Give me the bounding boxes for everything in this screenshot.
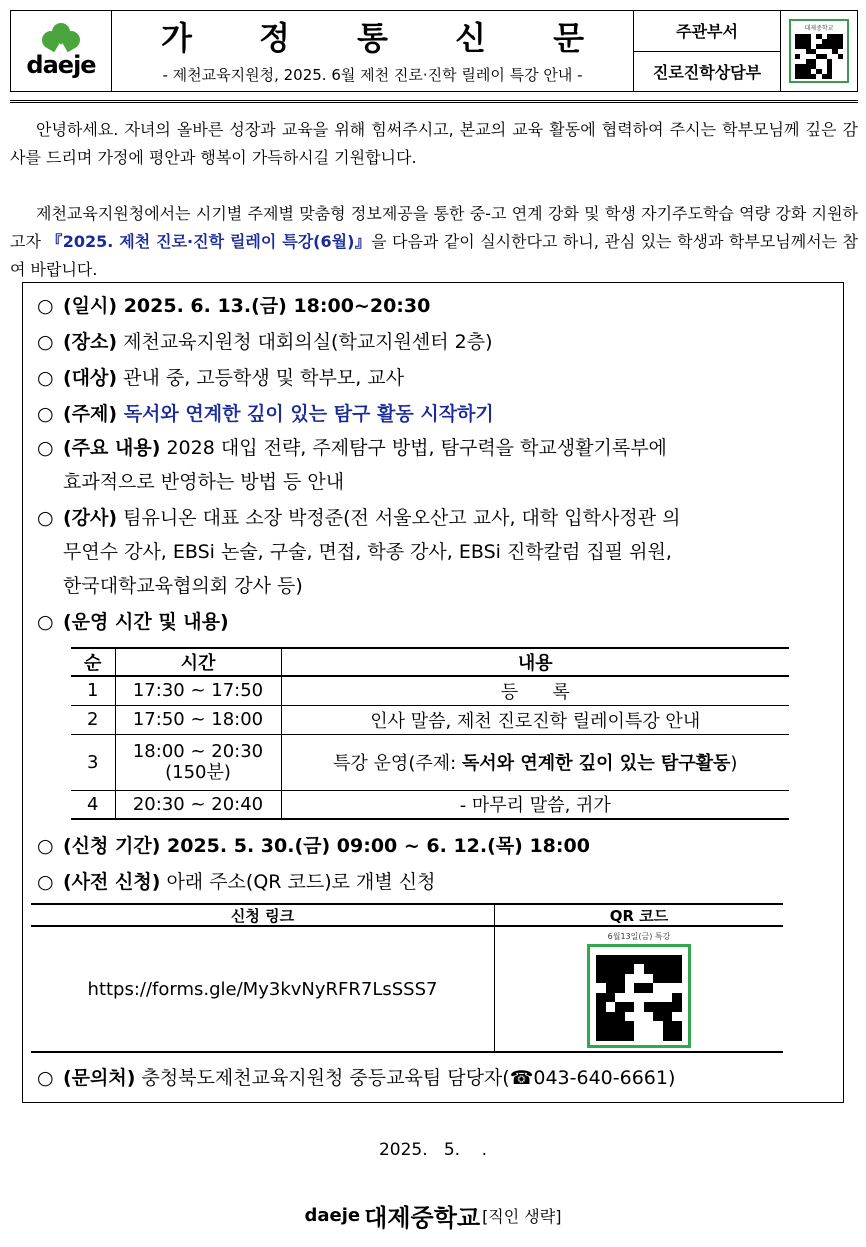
- intro-text-a: 제천교육지원청에서는 시기별 주제별 맞춤형 정보제공을 통한 중-고 연계 강화 및 학생 자기주도학습 역량 강화 지원하고자: [10, 204, 858, 251]
- bullet: ○: [37, 507, 54, 529]
- bullet: ○: [37, 331, 54, 353]
- row-no: 4: [71, 790, 115, 819]
- bullet: ○: [37, 611, 54, 633]
- date-label: (일시): [63, 295, 118, 317]
- row-no: 2: [71, 705, 115, 734]
- pre-value: 아래 주소(QR 코드)로 개별 신청: [160, 871, 436, 893]
- topic-value: 독서와 연계한 깊이 있는 탐구 활동 시작하기: [117, 403, 494, 425]
- intro-paragraph-2: [10, 200, 858, 284]
- bullet: ○: [37, 295, 54, 317]
- seal-note: [직인 생략]: [482, 1207, 562, 1226]
- link-header: 신청 링크: [31, 905, 495, 925]
- intro-paragraph-1: 안녕하세요. 자녀의 올바른 성장과 교육을 위해 힘써주시고, 본교의 교육 활동에 협력하여 주시는 학부모님께 깊은 감사를 드리며 가정에 평안과 행복이 가득하시길 기원합니다.: [10, 120, 858, 167]
- lecturer-value-1: 팀유니온 대표 소장 박정준(전 서울오산고 교사, 대학 입학사정관 의: [117, 507, 681, 529]
- header-divider: [10, 100, 858, 103]
- row-time-cell: [115, 734, 281, 790]
- issue-date: 2025. 5. .: [378, 1140, 488, 1160]
- item-target: [37, 363, 837, 393]
- bullet: ○: [37, 835, 54, 857]
- date-value: 2025. 6. 13.(금) 18:00~20:30: [117, 295, 431, 317]
- row-content-end: ): [730, 753, 738, 774]
- small-qr-code[interactable]: [789, 19, 849, 83]
- table-row: [71, 734, 789, 790]
- item-schedule: [37, 607, 837, 637]
- item-date: [37, 291, 837, 321]
- col-header-time: 시간: [115, 648, 281, 676]
- small-qr-label: 대제중학교: [804, 25, 834, 32]
- dept-cell: [634, 11, 781, 91]
- pre-label: (사전 신청): [63, 871, 161, 893]
- item-content: [37, 433, 837, 463]
- footer: [0, 1198, 866, 1233]
- dept-name: 진로진학상담부: [652, 62, 762, 82]
- table-row: [71, 790, 789, 819]
- row-time: 18:00 ~ 20:30: [132, 741, 264, 762]
- place-label: (장소): [63, 331, 118, 353]
- row-content-bold: 독서와 연계한 깊이 있는 탐구활동: [461, 753, 731, 774]
- item-place: [37, 327, 837, 357]
- row-content: - 마무리 말씀, 귀가: [281, 790, 789, 819]
- contact-label: (문의처): [63, 1067, 136, 1089]
- dept-label: 주관부서: [634, 11, 780, 52]
- application-link-table: [31, 903, 783, 1053]
- qr-code-icon: [596, 955, 682, 1041]
- table-row: [71, 705, 789, 734]
- leaf-icon: [38, 23, 84, 53]
- intro-text-b: 을 다음과 같이 실시한다고 하니, 관심 있는 학생과 학부모님께서는 참여 바랍니다.: [10, 232, 858, 279]
- table-row: [71, 676, 789, 705]
- place-value: 제천교육지원청 대회의실(학교지원센터 2층): [117, 331, 493, 353]
- item-contact: [37, 1063, 837, 1093]
- application-url[interactable]: [31, 927, 495, 1051]
- table-header-row: [71, 648, 789, 676]
- row-no: 3: [71, 734, 115, 790]
- header-table: [10, 10, 858, 92]
- col-header-no: 순: [71, 648, 115, 676]
- bullet: ○: [37, 367, 54, 389]
- content-value-1: 2028 대입 전략, 주제탐구 방법, 탐구력을 학교생활기록부에: [160, 437, 667, 459]
- bullet: ○: [37, 437, 54, 459]
- target-label: (대상): [63, 367, 118, 389]
- row-content: 등 록: [281, 676, 789, 705]
- schedule-label: (운영 시간 및 내용): [63, 611, 229, 633]
- apply-value: 2025. 5. 30.(금) 09:00 ~ 6. 12.(목) 18:00: [160, 835, 590, 857]
- row-time: 17:30 ~ 17:50: [115, 676, 281, 705]
- apply-label: (신청 기간): [63, 835, 161, 857]
- lecturer-label: (강사): [63, 507, 118, 529]
- row-time-duration: (150분): [165, 762, 231, 783]
- row-content: 인사 말씀, 제천 진로진학 릴레이특강 안내: [281, 705, 789, 734]
- page-title: 가 정 통 신 문: [160, 18, 613, 57]
- lecturer-value-3: 한국대학교육협의회 강사 등): [63, 575, 303, 597]
- col-header-content: 내용: [281, 648, 789, 676]
- schedule-table: [71, 647, 789, 820]
- school-logo: [11, 11, 112, 91]
- content-value-2: 효과적으로 반영하는 방법 등 안내: [63, 471, 345, 493]
- contact-value: 충청북도제천교육지원청 중등교육팀 담당자(☎043-640-6661): [135, 1067, 676, 1089]
- qr-cell: [781, 11, 857, 91]
- logo-text: daeje: [26, 51, 96, 79]
- row-time: 17:50 ~ 18:00: [115, 705, 281, 734]
- details-box: [22, 282, 844, 1103]
- link-table-body: [31, 927, 783, 1051]
- intro-emphasis: 『2025. 제천 진로·진학 릴레이 특강(6월)』: [46, 232, 372, 251]
- qr-code-icon: [795, 34, 843, 79]
- application-qr-code[interactable]: [587, 944, 691, 1048]
- item-apply-period: [37, 831, 837, 861]
- footer-logo: daeje: [304, 1205, 361, 1226]
- item-lecturer: [37, 503, 837, 533]
- url-text[interactable]: https://forms.gle/My3kvNyRFR7LsSSS7: [87, 978, 438, 1000]
- row-time: 20:30 ~ 20:40: [115, 790, 281, 819]
- topic-label: (주제): [63, 403, 118, 425]
- row-content: [281, 734, 789, 790]
- qr-code-cell: [495, 927, 783, 1051]
- target-value: 관내 중, 고등학생 및 학부모, 교사: [117, 367, 404, 389]
- page-subtitle: - 제천교육지원청, 2025. 6월 제천 진로·진학 릴레이 특강 안내 -: [162, 65, 583, 84]
- footer-school-name: 대제중학교: [364, 1204, 481, 1232]
- row-no: 1: [71, 676, 115, 705]
- title-cell: [112, 11, 634, 91]
- content-label: (주요 내용): [63, 437, 161, 459]
- qr-header: QR 코드: [609, 906, 669, 925]
- item-pre-apply: [37, 867, 837, 897]
- qr-caption: 6월13일(금) 특강: [607, 931, 671, 941]
- item-topic: [37, 399, 837, 429]
- bullet: ○: [37, 403, 54, 425]
- bullet: ○: [37, 871, 54, 893]
- lecturer-value-2: 무연수 강사, EBSi 논술, 구술, 면접, 학종 강사, EBSi 진학칼럼 집필 위원,: [63, 541, 672, 563]
- bullet: ○: [37, 1067, 54, 1089]
- row-content-text: 특강 운영(주제:: [333, 753, 462, 774]
- link-table-header: [31, 905, 783, 927]
